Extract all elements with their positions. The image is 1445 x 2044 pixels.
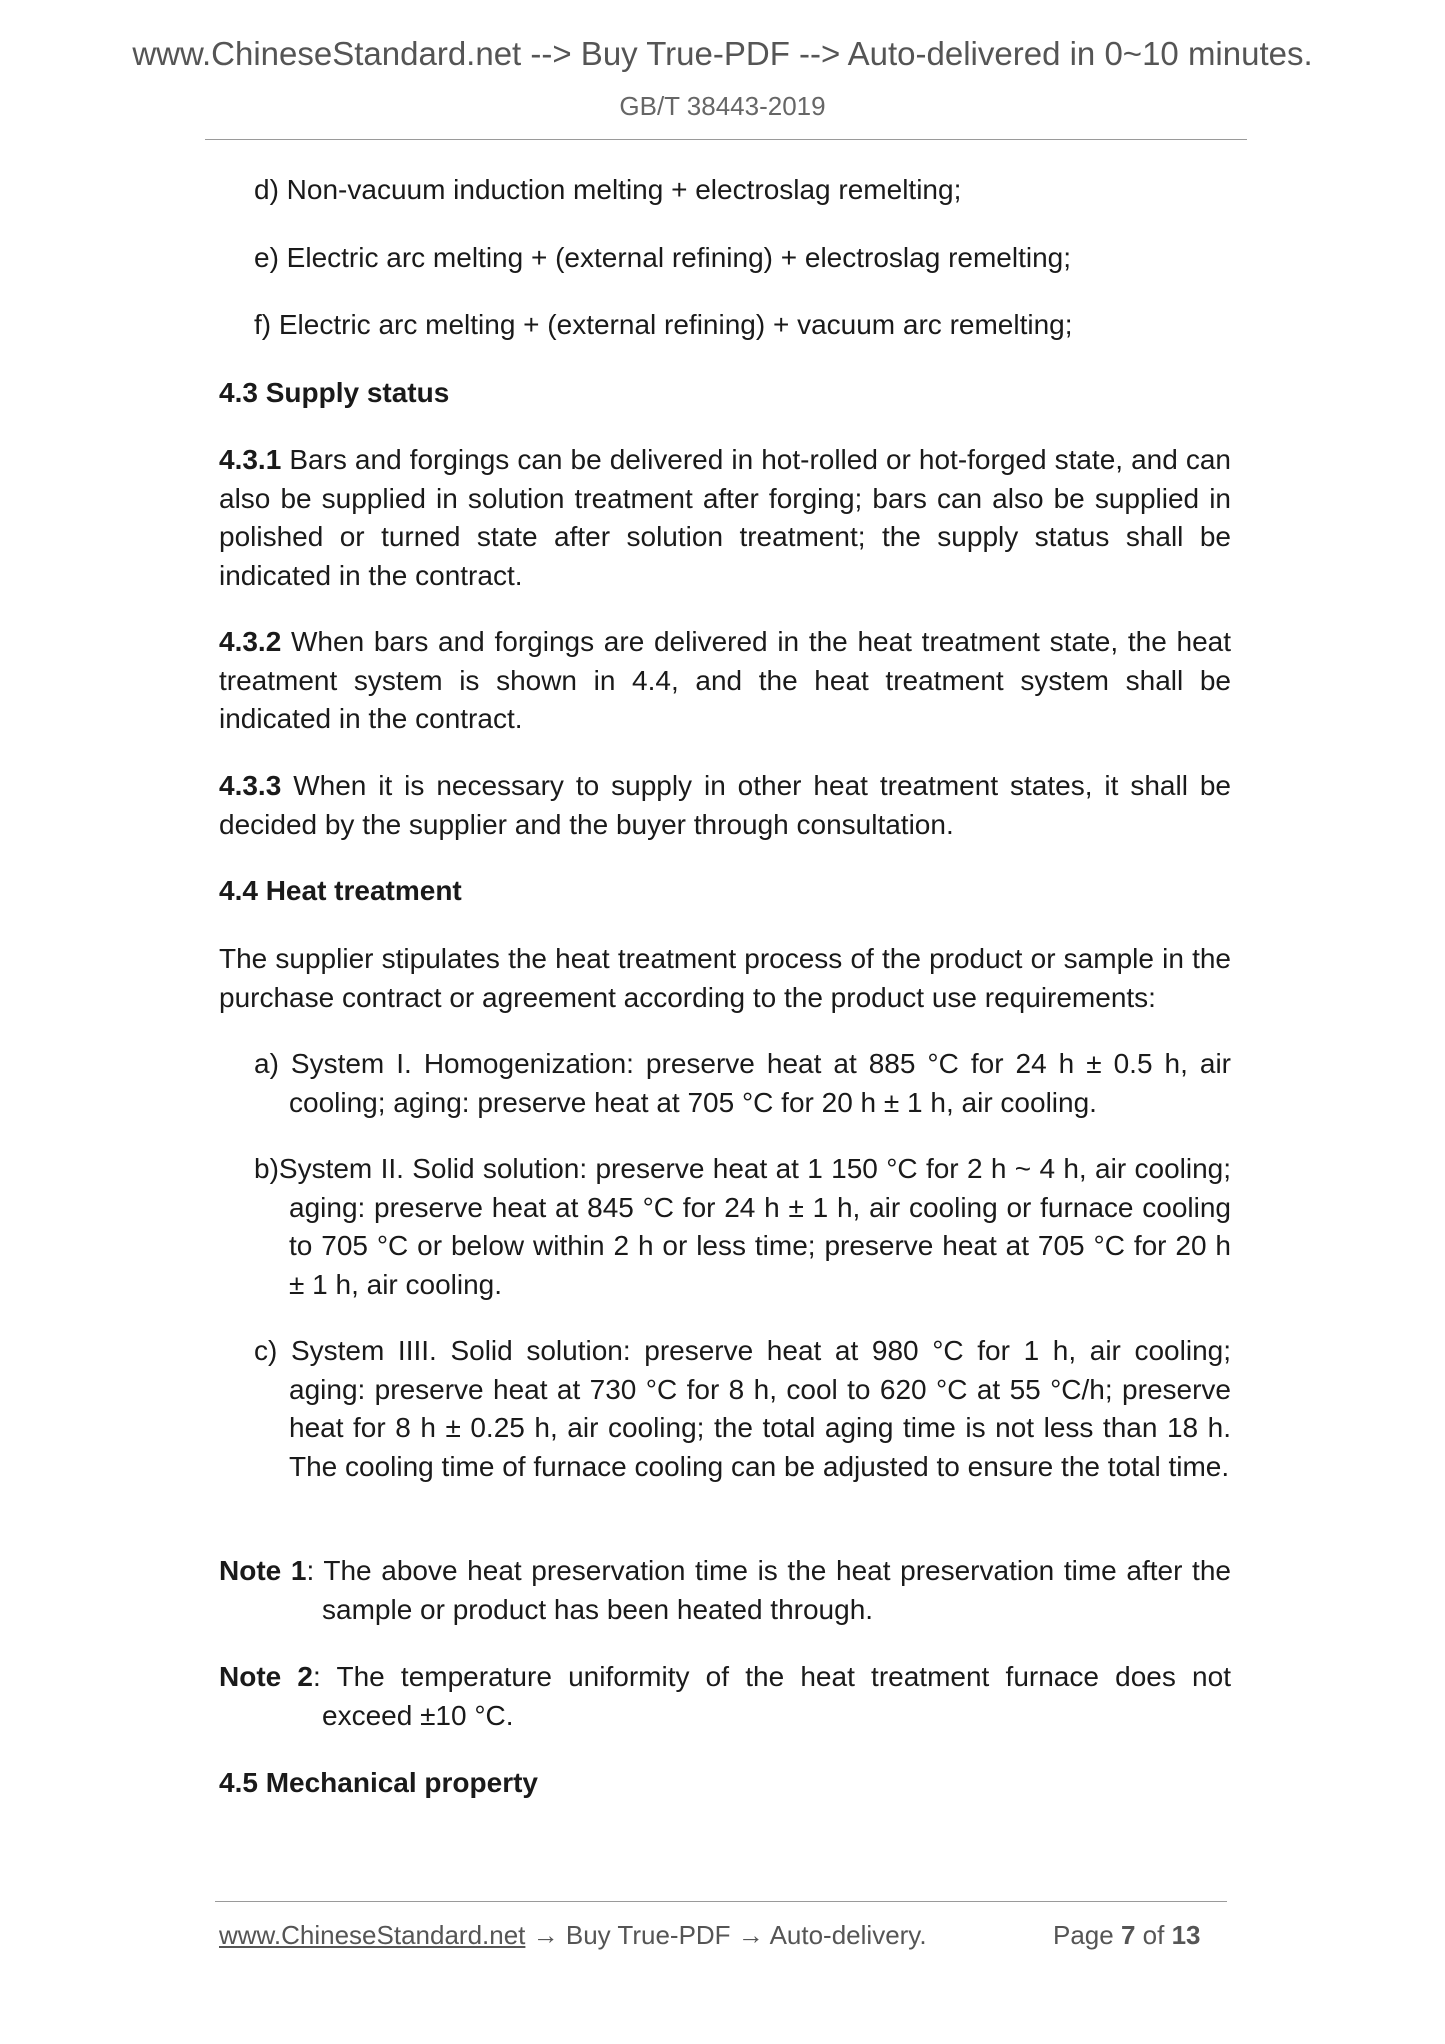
current-page: 7	[1120, 1920, 1136, 1950]
list-item-d: d) Non-vacuum induction melting + electroslag remelting;	[254, 174, 962, 205]
clause-number: 4.3.1	[219, 444, 282, 475]
item-label: a)	[254, 1048, 279, 1079]
note-label: Note 2	[219, 1661, 313, 1692]
section-heading-4-5: 4.5 Mechanical property	[219, 1767, 539, 1798]
system-item-c	[254, 1332, 1231, 1486]
note-text: : The above heat preservation time is the heat preservation time after the sample or product has been heated through.	[306, 1555, 1231, 1625]
page-word: Page	[1053, 1920, 1121, 1950]
clause-number: 4.3.3	[219, 770, 282, 801]
clause-text: Bars and forgings can be delivered in hot-rolled or hot-forged state, and can also be supplied in solution treatment after forging; bars can also be supplied in polished or turned state after solution treatment; the supply status shall be indicated in the contract.	[219, 444, 1231, 591]
site-banner: www.ChineseStandard.net --> Buy True-PDF --> Auto-delivered in 0~10 minutes.	[132, 35, 1313, 72]
item-label: b)	[254, 1153, 279, 1184]
section-heading-4-3: 4.3 Supply status	[219, 377, 450, 408]
clause-4-3-1	[219, 441, 1231, 595]
footer-promo	[219, 1917, 927, 1953]
footer-site-link[interactable]: www.ChineseStandard.net	[219, 1920, 526, 1950]
heat-treatment-intro: The supplier stipulates the heat treatment process of the product or sample in the purchase contract or agreement according to the product use requirements:	[219, 943, 1231, 1013]
clause-text: When it is necessary to supply in other heat treatment states, it shall be decided by the supplier and the buyer through consultation.	[219, 770, 1231, 840]
item-text: System IIII. Solid solution: preserve heat at 980 °C for 1 h, air cooling; aging: preserve heat at 730 °C for 8 h, cool to 620 °C at 55 °C/h; preserve heat for 8 h ± 0.25 h, air cooling; the total aging time is not less than 18 h. The cooling time of furnace cooling can be adjusted to ensure the total time.	[289, 1335, 1231, 1482]
note-1	[219, 1552, 1231, 1629]
clause-number: 4.3.2	[219, 626, 282, 657]
clause-text: When bars and forgings are delivered in the heat treatment state, the heat treatment system is shown in 4.4, and the heat treatment system shall be indicated in the contract.	[219, 626, 1231, 734]
page-indicator	[1053, 1917, 1200, 1953]
header-divider	[205, 139, 1247, 140]
list-item-f: f) Electric arc melting + (external refining) + vacuum arc remelting;	[254, 309, 1073, 340]
footer-promo-text: → Buy True-PDF → Auto-delivery.	[525, 1920, 927, 1950]
note-label: Note 1	[219, 1555, 307, 1586]
clause-4-3-3	[219, 767, 1231, 844]
item-text: System II. Solid solution: preserve heat at 1 150 °C for 2 h ~ 4 h, air cooling; aging: preserve heat at 845 °C for 24 h ± 1 h, air cooling or furnace cooling to 705 °C or below within 2 h or less time; preserve heat at 705 °C for 20 h ± 1 h, air cooling.	[278, 1153, 1231, 1300]
clause-4-3-2	[219, 623, 1231, 739]
item-text: System I. Homogenization: preserve heat at 885 °C for 24 h ± 0.5 h, air cooling; aging: preserve heat at 705 °C for 20 h ± 1 h, air cooling.	[289, 1048, 1231, 1118]
list-item-e: e) Electric arc melting + (external refining) + electroslag remelting;	[254, 242, 1072, 273]
note-2	[219, 1658, 1231, 1735]
footer-divider	[215, 1901, 1227, 1902]
item-label: c)	[254, 1335, 278, 1366]
total-pages: 13	[1171, 1920, 1201, 1950]
section-heading-4-4: 4.4 Heat treatment	[219, 875, 462, 906]
system-item-b	[254, 1150, 1231, 1304]
system-item-a	[254, 1045, 1231, 1122]
document-number: GB/T 38443-2019	[619, 91, 826, 121]
of-word: of	[1135, 1920, 1172, 1950]
note-text: : The temperature uniformity of the heat treatment furnace does not exceed ±10 °C.	[313, 1661, 1231, 1731]
